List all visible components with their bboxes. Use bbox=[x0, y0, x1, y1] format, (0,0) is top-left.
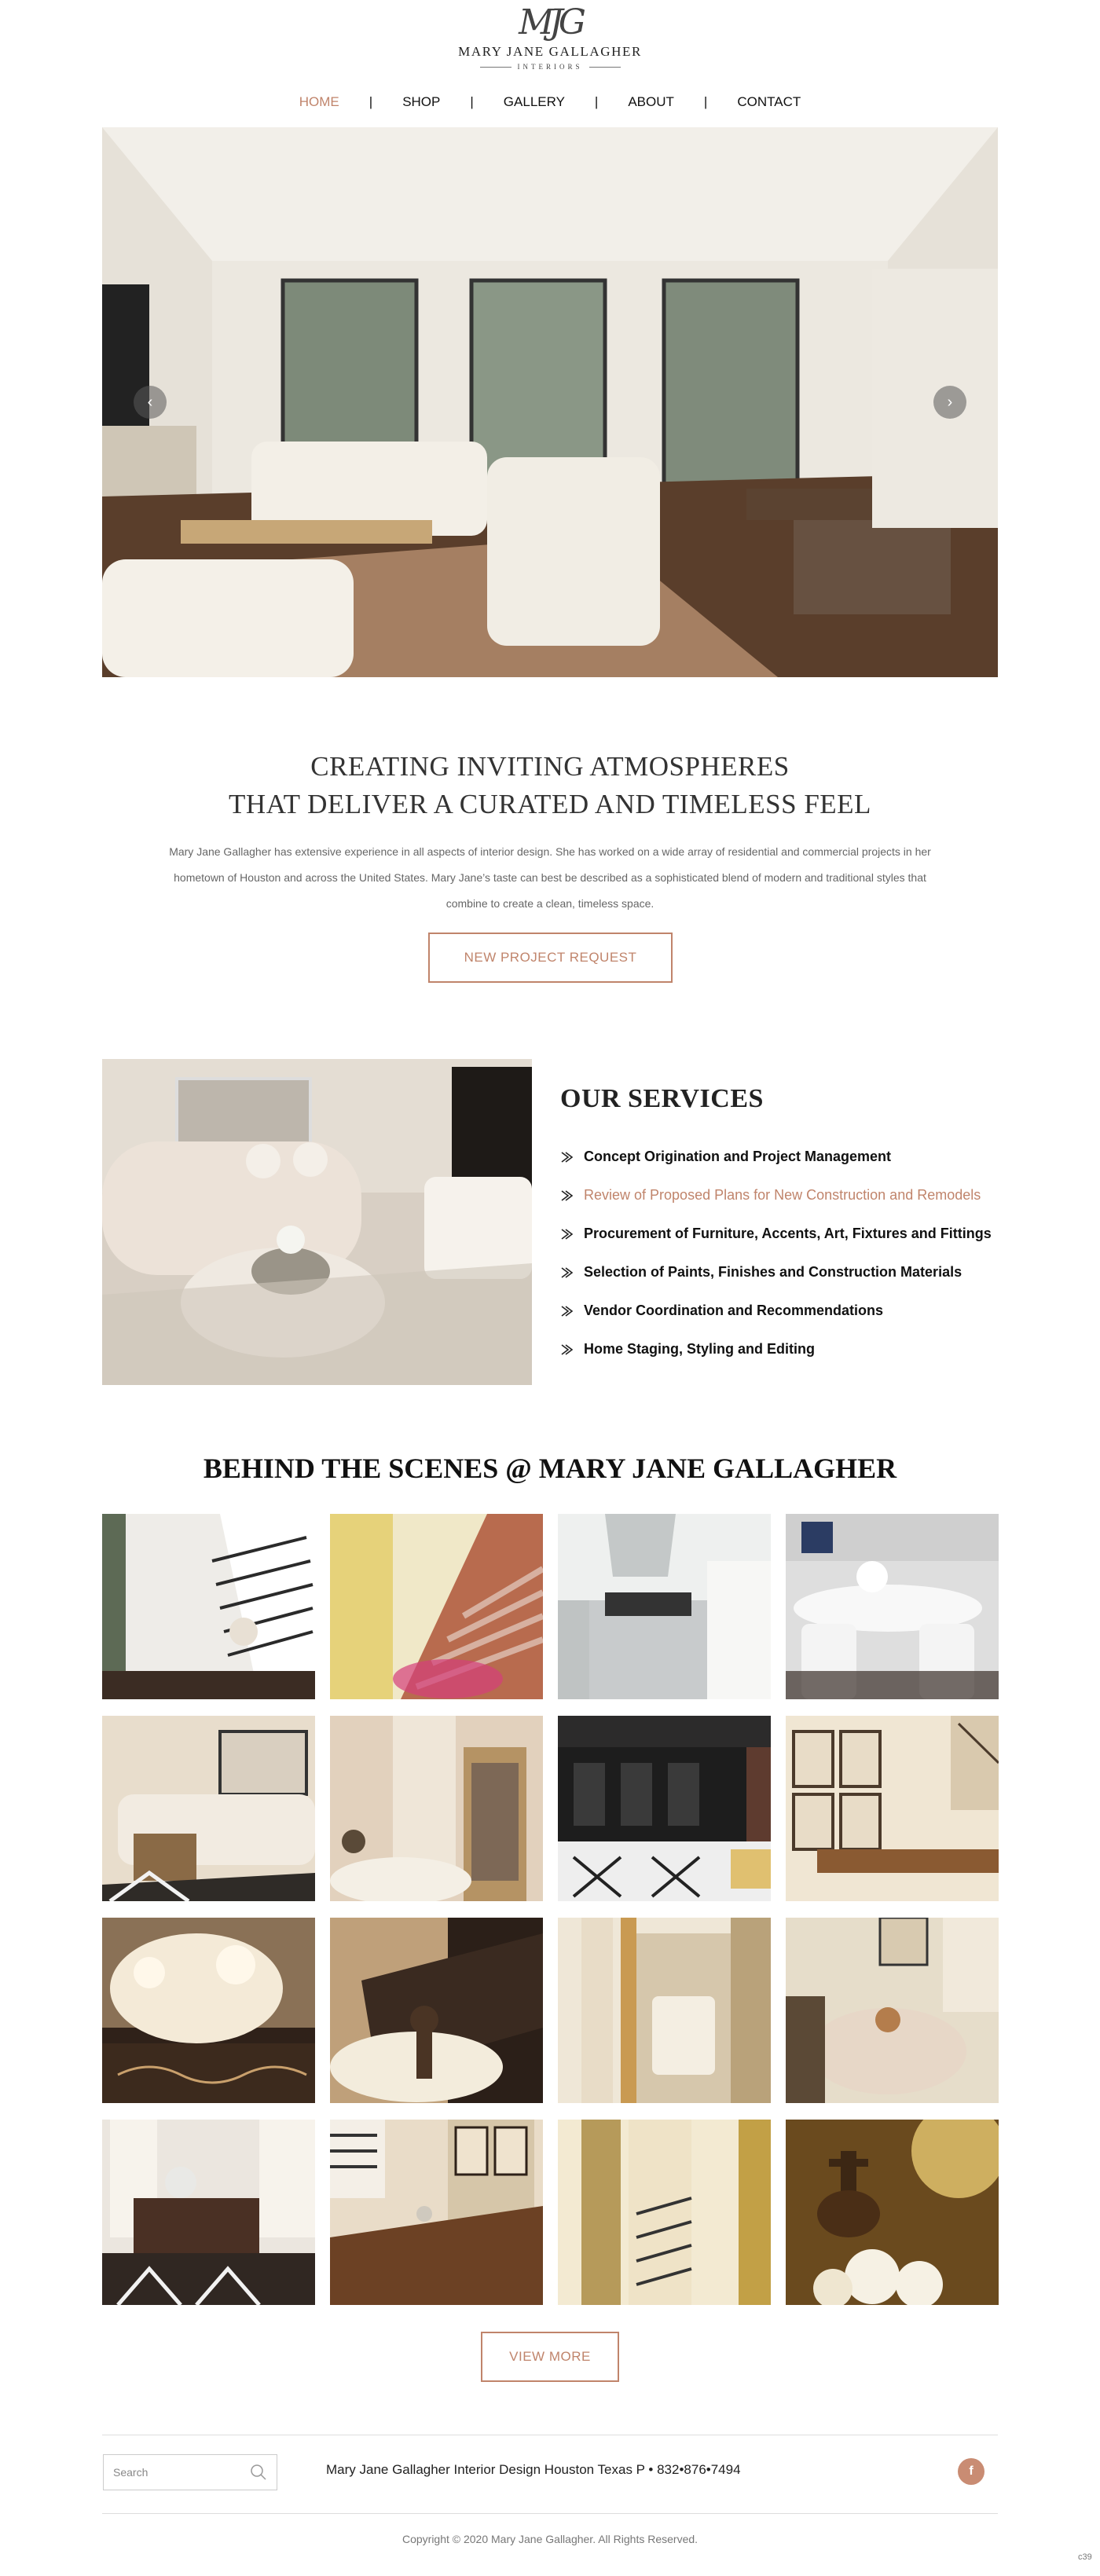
nav-item-home[interactable]: HOME bbox=[299, 94, 339, 109]
services-title: OUR SERVICES bbox=[560, 1084, 764, 1113]
corner-label: c39 bbox=[1078, 2552, 1092, 2562]
search-box bbox=[103, 2454, 277, 2490]
gallery-photo[interactable] bbox=[330, 1716, 543, 1901]
hero-slider bbox=[102, 127, 998, 677]
gallery-photo[interactable] bbox=[786, 1918, 999, 2103]
search-input[interactable] bbox=[113, 2466, 239, 2479]
intro-text: Mary Jane Gallagher has extensive experience in all aspects of interior design. She has worked on a wide array of residential and commercial projects in her hometown of Houston and across the United States. Mary Jane’s taste can best be described as a sophisticated blend of modern and traditional styles that combine to create a clean, timeless space. bbox=[169, 845, 931, 910]
view-more-button[interactable]: VIEW MORE bbox=[481, 2332, 619, 2382]
services-list bbox=[560, 1138, 992, 1369]
footer-contact-info: Mary Jane Gallagher Interior Design Houston Texas P • 832•876•7494 bbox=[326, 2462, 741, 2477]
service-item[interactable]: Selection of Paints, Finishes and Construction Materials bbox=[560, 1253, 992, 1292]
logo-monogram: MJG bbox=[519, 2, 581, 42]
service-item[interactable]: Review of Proposed Plans for New Construction and Remodels bbox=[560, 1176, 992, 1215]
logo-subtitle: INTERIORS bbox=[0, 63, 1100, 71]
nav-item-shop[interactable]: SHOP bbox=[402, 94, 441, 109]
gallery-grid bbox=[102, 1514, 998, 2305]
gallery-photo[interactable] bbox=[558, 1716, 771, 1901]
chevron-right-icon: › bbox=[947, 393, 953, 411]
facebook-icon[interactable]: f bbox=[958, 2458, 984, 2485]
footer-divider bbox=[102, 2513, 998, 2514]
service-item[interactable]: Home Staging, Styling and Editing bbox=[560, 1330, 992, 1369]
slider-prev-button[interactable] bbox=[134, 386, 167, 419]
arrow-right-icon bbox=[560, 1266, 573, 1279]
nav-separator: | bbox=[368, 94, 373, 109]
slider-next-button[interactable] bbox=[933, 386, 966, 419]
gallery-title: BEHIND THE SCENES @ MARY JANE GALLAGHER bbox=[203, 1453, 897, 1484]
gallery-photo[interactable] bbox=[558, 1514, 771, 1699]
intro-title: CREATING INVITING ATMOSPHERES THAT DELIVER A CURATED AND TIMELESS FEEL bbox=[229, 751, 871, 819]
gallery-photo[interactable] bbox=[786, 1514, 999, 1699]
new-project-request-button[interactable]: NEW PROJECT REQUEST bbox=[428, 933, 673, 983]
nav-separator: | bbox=[703, 94, 708, 109]
hero-image bbox=[102, 127, 998, 677]
gallery-photo[interactable] bbox=[102, 1918, 315, 2103]
site-logo[interactable] bbox=[0, 2, 1100, 71]
arrow-right-icon bbox=[560, 1189, 573, 1202]
nav-item-contact[interactable]: CONTACT bbox=[737, 94, 801, 109]
copyright: Copyright © 2020 Mary Jane Gallagher. All Rights Reserved. bbox=[402, 2533, 698, 2545]
main-nav bbox=[0, 94, 1100, 110]
services-image bbox=[102, 1059, 532, 1385]
service-item[interactable]: Concept Origination and Project Management bbox=[560, 1138, 992, 1176]
service-item[interactable]: Vendor Coordination and Recommendations bbox=[560, 1292, 992, 1330]
gallery-photo[interactable] bbox=[102, 1716, 315, 1901]
nav-item-about[interactable]: ABOUT bbox=[628, 94, 674, 109]
gallery-photo[interactable] bbox=[558, 2120, 771, 2305]
gallery-photo[interactable] bbox=[330, 1514, 543, 1699]
gallery-photo[interactable] bbox=[786, 2120, 999, 2305]
arrow-right-icon bbox=[560, 1151, 573, 1163]
nav-separator: | bbox=[594, 94, 599, 109]
service-item[interactable]: Procurement of Furniture, Accents, Art, Fixtures and Fittings bbox=[560, 1215, 992, 1253]
nav-separator: | bbox=[470, 94, 474, 109]
arrow-right-icon bbox=[560, 1343, 573, 1356]
gallery-photo[interactable] bbox=[558, 1918, 771, 2103]
arrow-right-icon bbox=[560, 1305, 573, 1317]
gallery-photo[interactable] bbox=[102, 2120, 315, 2305]
chevron-left-icon: ‹ bbox=[147, 393, 153, 411]
gallery-photo[interactable] bbox=[330, 2120, 543, 2305]
gallery-photo[interactable] bbox=[330, 1918, 543, 2103]
gallery-photo[interactable] bbox=[786, 1716, 999, 1901]
gallery-photo[interactable] bbox=[102, 1514, 315, 1699]
arrow-right-icon bbox=[560, 1228, 573, 1240]
search-icon[interactable] bbox=[250, 2464, 267, 2481]
nav-item-gallery[interactable]: GALLERY bbox=[503, 94, 565, 109]
logo-name: MARY JANE GALLAGHER bbox=[458, 44, 642, 59]
